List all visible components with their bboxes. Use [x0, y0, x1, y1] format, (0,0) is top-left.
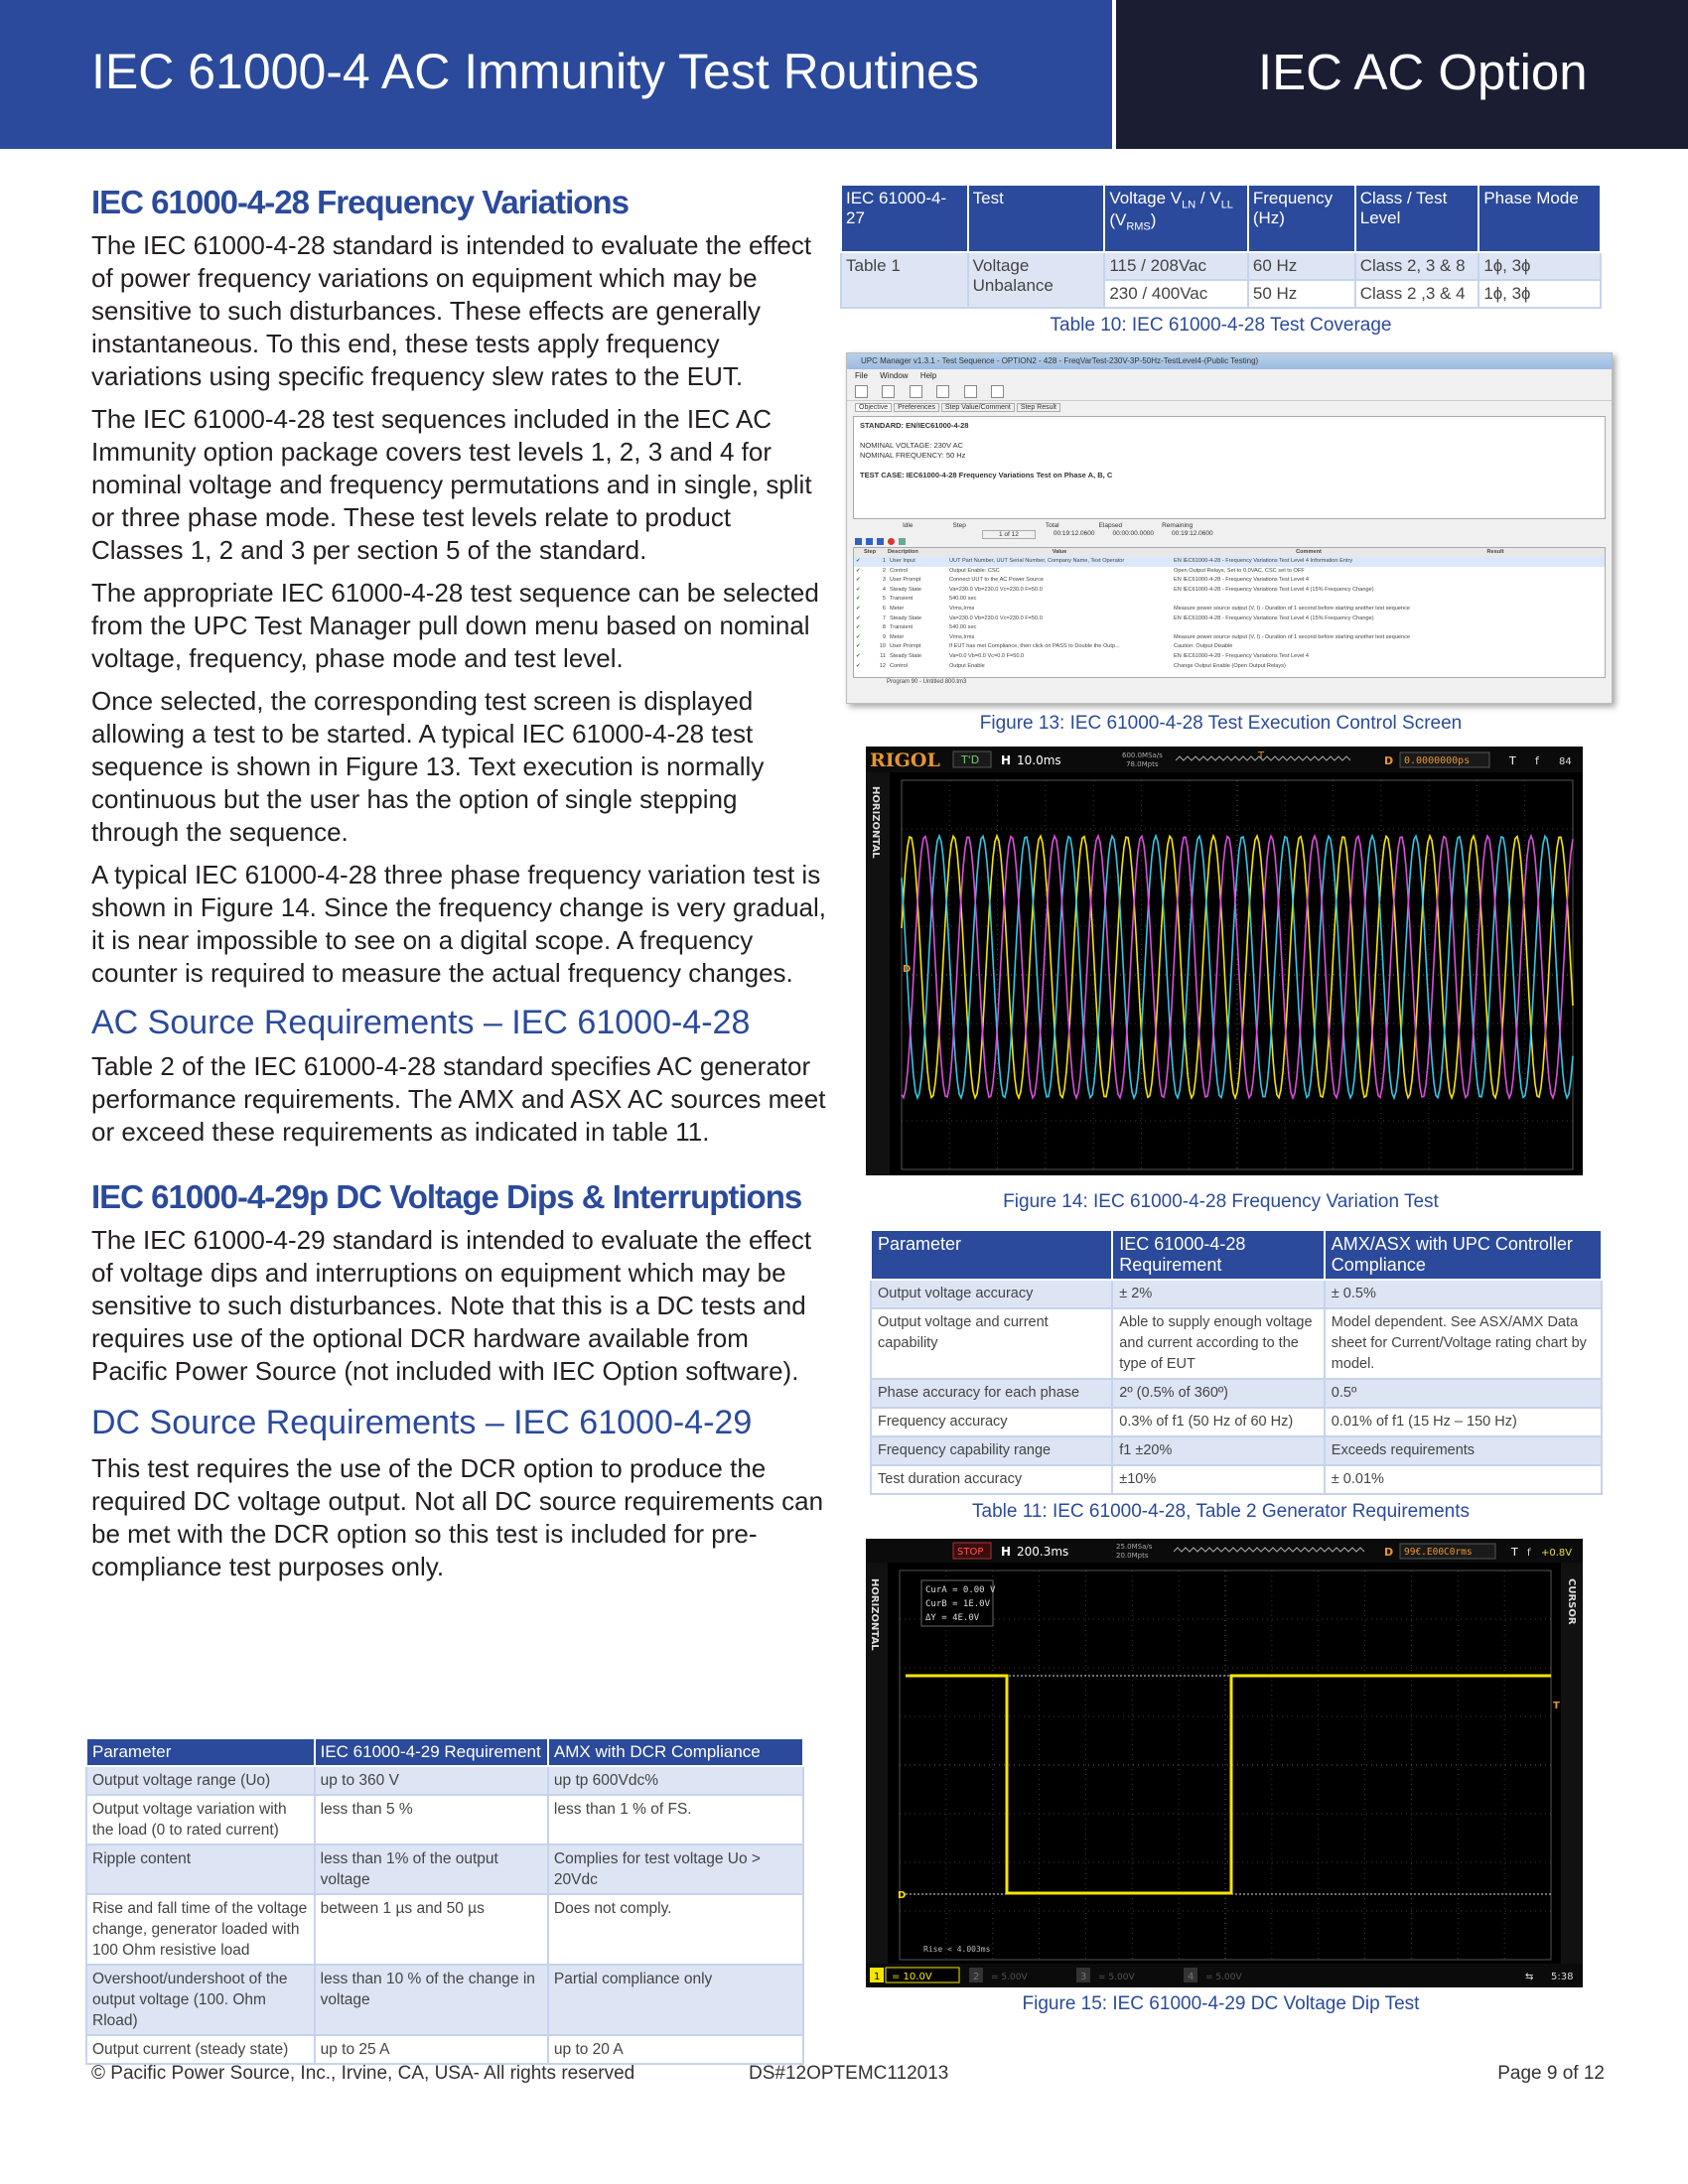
grid-cell: EN IEC61000-4-28 - Frequency Variations Test Level 4: [1174, 652, 1309, 659]
objective-panel: [853, 416, 1606, 519]
footer-doc-number: DS#12OPTEMC112013: [749, 2063, 949, 2084]
table-header-row: [871, 1230, 1602, 1280]
table-10-test-coverage: [840, 184, 1602, 309]
check-icon[interactable]: ✔: [856, 624, 861, 631]
paragraph: Table 2 of the IEC 61000-4-28 standard specifies AC generator performance requirements. The AMX and ASX AC sources meet or exceed these requirements as indicated in table 11.: [91, 1051, 826, 1147]
table-cell: 1ɸ, 3ɸ: [1478, 252, 1601, 280]
table-cell: Able to supply enough voltage and current according to the type of EUT: [1112, 1308, 1325, 1379]
status-value: 00:19:12.0600: [1172, 530, 1213, 537]
ch4-scale[interactable]: = 5.00V: [1205, 1973, 1242, 1982]
grid-cell: Connect UUT to the AC Power Source: [949, 577, 1045, 584]
status-header: Idle: [903, 522, 914, 529]
scope-mode: T'D: [961, 753, 980, 766]
grid-cell: UUT Part Number, UUT Serial Number, Company Name, Test Operator: [949, 558, 1125, 564]
grid-cell: EN IEC61000-4-28 - Frequency Variations Test Level 4 Information Entry: [1174, 558, 1353, 564]
table-cell: Partial compliance only: [548, 1965, 803, 2035]
table-cell: Output voltage accuracy: [871, 1280, 1112, 1308]
grid-row[interactable]: [854, 623, 1605, 633]
toolbar-icon[interactable]: [991, 385, 1004, 398]
scope-sample-rate: 600.0MSa/s: [1122, 751, 1163, 759]
ch2-number: 2: [973, 1972, 980, 1982]
channel-1-trace: [906, 1676, 1551, 1893]
grid-cell: 8: [882, 624, 886, 631]
grid-cell: Caution: Output Disable: [1174, 643, 1233, 650]
ch3-number: 3: [1080, 1972, 1087, 1982]
grid-cell: EN IEC61000-4-28 - Frequency Variations Test Level 4 (15% Frequency Change): [1174, 614, 1374, 621]
header-option: IEC AC Option: [1258, 44, 1588, 100]
cursor-b-readout: CurB = 1E.0V: [925, 1599, 991, 1609]
pause-icon[interactable]: [866, 538, 873, 545]
status-header: Step: [952, 522, 966, 529]
grid-cell: User Input: [890, 558, 915, 564]
scope-time: 5:38: [1551, 1972, 1574, 1982]
check-icon[interactable]: ✔: [856, 558, 861, 564]
table-cell: f1 ±20%: [1112, 1436, 1325, 1465]
table-header-cell: IEC 61000-4-29 Requirement: [315, 1738, 548, 1766]
side-label-horizontal: HORIZONTAL: [869, 1578, 880, 1651]
grid-cell: 3: [882, 577, 886, 584]
check-icon[interactable]: ✔: [856, 596, 861, 603]
grid-cell: EN IEC61000-4-28 - Frequency Variations Test Level 4: [1174, 577, 1309, 584]
table-cell: less than 5 %: [315, 1795, 548, 1844]
stop-icon[interactable]: [888, 538, 895, 545]
grid-cell: 540.00 sec: [949, 596, 977, 603]
table-cell: Output voltage and current capability: [871, 1308, 1112, 1379]
grid-cell: User Prompt: [890, 577, 921, 584]
table-cell: less than 10 % of the change in voltage: [315, 1965, 548, 2035]
dc-requirements-table: [85, 1737, 804, 2065]
table-row: [86, 1894, 803, 1965]
figure-14-caption: Figure 14: IEC 61000-4-28 Frequency Variation Test: [1003, 1191, 1439, 1212]
table-cell: Overshoot/undershoot of the output voltage (100. Ohm Rload): [86, 1965, 315, 2035]
menu-item[interactable]: File: [855, 371, 868, 380]
table-cell: Test duration accuracy: [871, 1465, 1112, 1494]
figure-13-screenshot: [846, 352, 1613, 704]
grid-cell: 5: [882, 596, 886, 603]
cursor-a-readout: CurA = 0.00 V: [925, 1585, 996, 1595]
statusbar-text: Program 90 - Untitled 800.tm3: [887, 679, 967, 685]
grid-cell: 9: [882, 633, 886, 640]
table-row: [841, 252, 1601, 280]
scope-memory: 20.0Mpts: [1116, 1552, 1149, 1560]
table-row: [871, 1280, 1602, 1308]
figure-15-scope: [866, 1539, 1583, 1987]
side-label-horizontal: HORIZONTAL: [870, 786, 881, 859]
table-11-generator-requirements: [870, 1229, 1603, 1495]
grid-cell: Meter: [890, 633, 905, 640]
figure-13-caption: Figure 13: IEC 61000-4-28 Test Execution Control Screen: [979, 713, 1463, 734]
table-row: [86, 1844, 803, 1894]
table-cell: 115 / 208Vac: [1104, 252, 1248, 280]
grid-cell: Measure power source output (V, I) - Duration of 1 second before starting another test sequence: [1174, 633, 1410, 640]
status-value: 1 of 12: [982, 530, 1036, 539]
ch3-scale[interactable]: = 5.00V: [1098, 1973, 1135, 1982]
table-header-cell: IEC 61000-4-27: [841, 185, 968, 252]
table-cell: Rise and fall time of the voltage change, generator loaded with 100 Ohm resistive load: [86, 1894, 315, 1965]
table-cell: Frequency capability range: [871, 1436, 1112, 1465]
grid-header-cell: Value: [1052, 549, 1067, 555]
trigger-type-icon: T: [1511, 1546, 1518, 1559]
trigger-type-icon: T: [1509, 754, 1516, 767]
grid-cell: Transient: [890, 596, 914, 603]
header-title-bar: [0, 0, 1112, 149]
header-sub: LL: [1220, 199, 1233, 211]
grid-cell: EN IEC61000-4-28 - Frequency Variations Test Level 4 (15% Frequency Change): [1174, 586, 1374, 593]
toolbar-icon[interactable]: [882, 385, 895, 398]
grid-cell: If EUT has met Compliance, then click on PASS to Double the Outp...: [949, 643, 1120, 650]
table-row: [871, 1308, 1602, 1379]
status-header: Elapsed: [1098, 522, 1123, 529]
nominal-voltage-line: NOMINAL VOLTAGE: 230V AC: [860, 441, 964, 450]
grid-cell: Va=0.0 Vb=0.0 Vc=0.0 F=50.0: [949, 652, 1025, 659]
table-header-row: [841, 185, 1601, 252]
tab-objective[interactable]: Objective: [855, 403, 892, 412]
grid-header: [854, 548, 1605, 557]
grid-cell: Transient: [890, 624, 914, 631]
grid-row[interactable]: [854, 642, 1605, 652]
section-title-frequency-variations: IEC 61000-4-28 Frequency Variations: [91, 184, 629, 220]
table-cell: Output voltage variation with the load (0 to rated current): [86, 1795, 315, 1844]
table-header-cell: Frequency (Hz): [1248, 185, 1355, 252]
table-cell: 60 Hz: [1248, 252, 1355, 280]
trigger-slope-icon: f: [1527, 1548, 1531, 1559]
ch1-number: 1: [874, 1972, 881, 1982]
delay-label: D: [1384, 1546, 1394, 1559]
ch1-ground-marker: D: [898, 1890, 907, 1901]
table-header-cell: Parameter: [86, 1738, 315, 1766]
scope-display: [866, 1539, 1583, 1987]
grid-cell: 6: [882, 605, 886, 612]
table-cell: 2º (0.5% of 360º): [1112, 1379, 1325, 1408]
grid-cell: Open Output Relays, Set to 0.0VAC, CSC set to OFF: [1174, 567, 1305, 574]
table-row: [871, 1436, 1602, 1465]
section-title-ac-source: AC Source Requirements – IEC 61000-4-28: [91, 1004, 751, 1041]
trigger-position-icon: T: [1258, 751, 1265, 761]
nominal-frequency-line: NOMINAL FREQUENCY: 50 Hz: [860, 451, 966, 460]
table-header-cell: AMX with DCR Compliance: [548, 1738, 803, 1766]
status-header: Total: [1045, 522, 1059, 529]
toolbar-icon[interactable]: [855, 385, 868, 398]
header-option-bar: [1116, 0, 1688, 149]
usb-icon: ⇆: [1525, 1972, 1534, 1982]
step-grid: [853, 547, 1606, 678]
ch1-scale[interactable]: = 10.0V: [892, 1972, 932, 1982]
table-cell: less than 1% of the output voltage: [315, 1844, 548, 1894]
grid-row[interactable]: [854, 605, 1605, 614]
grid-header-cell: Comment: [1296, 549, 1322, 555]
toolbar-icon[interactable]: [964, 385, 977, 398]
grid-cell: Meter: [890, 605, 905, 612]
toolbar-icon[interactable]: [910, 385, 922, 398]
section-title-dc-source: DC Source Requirements – IEC 61000-4-29: [91, 1404, 753, 1441]
toolbar-icon[interactable]: [936, 385, 949, 398]
table-cell: ±10%: [1112, 1465, 1325, 1494]
footer-page-number: Page 9 of 12: [1497, 2063, 1605, 2084]
table-cell: Table 1: [841, 252, 968, 308]
tab-step-value[interactable]: Step Value/Comment: [941, 403, 1015, 412]
grid-cell: Steady State: [890, 586, 922, 593]
grid-cell: Control: [890, 567, 909, 574]
window-titlebar: [847, 353, 1612, 369]
grid-cell: 4: [882, 586, 886, 593]
table-row: [871, 1408, 1602, 1436]
menu-item[interactable]: Help: [919, 371, 937, 380]
header-text: ): [1150, 210, 1157, 230]
table-cell: Output voltage range (Uo): [86, 1766, 315, 1795]
grid-row[interactable]: [854, 614, 1605, 624]
grid-cell: 540.00 sec: [949, 624, 977, 631]
ground-marker: D: [903, 964, 912, 975]
grid-cell: Steady State: [890, 652, 922, 659]
log-icon[interactable]: [899, 538, 906, 545]
scope-brand: RIGOL: [870, 750, 940, 771]
paragraph: Once selected, the corresponding test screen is displayed allowing a test to be started. A typical IEC 61000-4-28 test sequence is shown in Figure 13. Text execution is normally continuous but the user has the option of single stepping through the sequence.: [91, 686, 765, 847]
table-row: [871, 1465, 1602, 1494]
scope-sample-rate: 25.0MSa/s: [1116, 1543, 1153, 1551]
table-cell: ± 2%: [1112, 1280, 1325, 1308]
paragraph: A typical IEC 61000-4-28 three phase frequency variation test is shown in Figure 14. Since the frequency change is very gradual, it is near impossible to see on a digital scope. A frequency counter is required to measure the actual frequency changes.: [91, 860, 826, 988]
grid-row[interactable]: [854, 567, 1605, 577]
grid-row[interactable]: [854, 586, 1605, 596]
scope-trig-delay: 99€.E00C0rms: [1404, 1547, 1473, 1558]
grid-cell: Measure power source output (V, I) - Duration of 1 second before starting another test sequence: [1174, 605, 1410, 612]
status-strip: [853, 521, 1606, 547]
timebase-label: H: [1001, 753, 1012, 767]
figure-15-caption: Figure 15: IEC 61000-4-29 DC Voltage Dip Test: [1022, 1993, 1420, 2014]
figure-14-scope: [866, 747, 1583, 1175]
ch2-scale[interactable]: = 5.00V: [991, 1973, 1028, 1982]
tab-strip: [847, 401, 1612, 414]
grid-cell: Steady State: [890, 614, 922, 621]
grid-cell: 2: [882, 567, 886, 574]
tab-preferences[interactable]: Preferences: [894, 403, 939, 412]
table-cell: Ripple content: [86, 1844, 315, 1894]
grid-cell: Control: [890, 662, 909, 669]
table-cell: between 1 µs and 50 µs: [315, 1894, 548, 1965]
check-icon[interactable]: ✔: [856, 662, 861, 669]
page-header: [0, 0, 1688, 149]
grid-cell: Va=230.0 Vb=230.0 Vc=230.0 F=50.0: [949, 614, 1043, 621]
run-icon[interactable]: [855, 538, 862, 545]
table-cell: Voltage Unbalance: [968, 252, 1105, 308]
grid-cell: 1: [882, 558, 886, 564]
header-text: (V: [1109, 210, 1127, 230]
check-icon[interactable]: ✔: [856, 605, 861, 612]
table-cell: Does not comply.: [548, 1894, 803, 1965]
table-cell: Phase accuracy for each phase: [871, 1379, 1112, 1408]
scope-timebase: 200.3ms: [1017, 1545, 1069, 1559]
test-case-line: TEST CASE: IEC61000-4-28 Frequency Variations Test on Phase A, B, C: [860, 471, 1113, 479]
table-row: [86, 1795, 803, 1844]
status-value: 00:19:12.0600: [1053, 530, 1095, 537]
table-cell: Complies for test voltage Uo > 20Vdc: [548, 1844, 803, 1894]
statusbar: [847, 678, 1612, 685]
table-row: [86, 1766, 803, 1795]
table-header-cell: [1104, 185, 1248, 252]
table-cell: ± 0.01%: [1325, 1465, 1602, 1494]
table-cell: 0.01% of f1 (15 Hz – 150 Hz): [1325, 1408, 1602, 1436]
table-header-cell: IEC 61000-4-28 Requirement: [1112, 1230, 1325, 1280]
menu-item[interactable]: Window: [880, 371, 909, 380]
status-value: 00:00:00.0000: [1112, 530, 1155, 537]
table-cell: up to 20 A: [548, 2035, 803, 2064]
check-icon[interactable]: ✔: [856, 567, 861, 574]
table-cell: ± 0.5%: [1325, 1280, 1602, 1308]
section-title-dc-dips: IEC 61000-4-29p DC Voltage Dips & Interruptions: [91, 1178, 802, 1215]
grid-cell: Vrms,Irms: [949, 605, 975, 612]
table-cell: 1ɸ, 3ɸ: [1478, 280, 1601, 308]
grid-cell: Output Enable: [949, 662, 985, 669]
footer-copyright: © Pacific Power Source, Inc., Irvine, CA, USA- All rights reserved: [91, 2063, 635, 2084]
table-cell: Exceeds requirements: [1325, 1436, 1602, 1465]
run-state: STOP: [957, 1547, 984, 1558]
side-label-cursor: CURSOR: [1566, 1578, 1577, 1625]
window-title: UPC Manager v1.3.1 - Test Sequence - OPTION2 - 428 - FreqVarTest-230V-3P-50Hz-TestLevel4-(Public Testing): [861, 356, 1259, 365]
table-row: [871, 1379, 1602, 1408]
delay-label: D: [1384, 754, 1394, 767]
grid-cell: User Prompt: [890, 643, 921, 650]
rise-measurement: Rise < 4.003ms: [923, 1945, 991, 1954]
cursor-delta-readout: ΔY = 4E.0V: [925, 1613, 980, 1623]
grid-row[interactable]: [854, 633, 1605, 643]
check-icon[interactable]: ✔: [856, 577, 861, 584]
table-cell: 50 Hz: [1248, 280, 1355, 308]
header-sub: RMS: [1126, 220, 1151, 233]
grid-row[interactable]: [854, 557, 1605, 567]
table-cell: Class 2, 3 & 8: [1355, 252, 1479, 280]
scope-display: [866, 747, 1583, 1175]
scope-timebase: 10.0ms: [1017, 753, 1061, 767]
table-cell: up to 360 V: [315, 1766, 548, 1795]
grid-cell: 10: [879, 643, 886, 650]
grid-cell: 12: [879, 662, 886, 669]
table-cell: Model dependent. See ASX/AMX Data sheet for Current/Voltage rating chart by model.: [1325, 1308, 1602, 1379]
check-icon[interactable]: ✔: [856, 614, 861, 621]
standard-line: STANDARD: EN/IEC61000-4-28: [860, 421, 969, 430]
trigger-level-marker: T: [1553, 1701, 1560, 1711]
grid-header-cell: Result: [1486, 549, 1504, 555]
grid-cell: Vrms,Irms: [949, 633, 975, 640]
scope-trig-level: +0.8V: [1541, 1548, 1573, 1559]
grid-row[interactable]: [854, 652, 1605, 662]
scope-trig-delay: 0.0000000ps: [1404, 755, 1471, 766]
table-cell: 0.5º: [1325, 1379, 1602, 1408]
header-sub: LN: [1182, 199, 1196, 211]
table-cell: up tp 600Vdc%: [548, 1766, 803, 1795]
header-title: IEC 61000-4 AC Immunity Test Routines: [91, 44, 979, 99]
paragraph: This test requires the use of the DCR option to produce the required DC voltage output. Not all DC source requirements can be met with the DCR option so this test is included for pre-compliance test purposes only.: [91, 1453, 824, 1581]
scope-trigger-info: 84: [1559, 756, 1572, 767]
grid-cell: 11: [880, 652, 886, 659]
table-cell: 230 / 400Vac: [1104, 280, 1248, 308]
timebase-label: H: [1001, 1545, 1012, 1559]
grid-header-cell: Description: [888, 549, 918, 555]
grid-row[interactable]: [854, 662, 1605, 672]
grid-row[interactable]: [854, 595, 1605, 605]
menu-bar: [847, 369, 1612, 382]
grid-cell: Va=230.0 Vb=230.0 Vc=230.0 F=50.0: [949, 586, 1043, 593]
grid-header-cell: Step: [864, 549, 877, 555]
trigger-slope-icon: f: [1535, 754, 1539, 767]
grid-cell: [1174, 623, 1448, 633]
status-header: Remaining: [1162, 522, 1194, 529]
table-row: [86, 2035, 803, 2064]
check-icon[interactable]: ✔: [856, 586, 861, 593]
grid-cell: 7: [882, 614, 886, 621]
grid-cell: Output Enable: CSC: [949, 567, 1000, 574]
paragraph: The appropriate IEC 61000-4-28 test sequence can be selected from the UPC Test Manager pull down menu based on nominal voltage, frequency, phase mode and test level.: [91, 578, 819, 673]
table-cell: Class 2 ,3 & 4: [1355, 280, 1479, 308]
check-icon[interactable]: ✔: [856, 643, 861, 650]
scope-memory: 78.0Mpts: [1126, 760, 1159, 768]
table-header-cell: AMX/ASX with UPC Controller Compliance: [1325, 1230, 1602, 1280]
table-header-cell: Parameter: [871, 1230, 1112, 1280]
table-header-cell: Phase Mode: [1478, 185, 1601, 252]
table-10-caption: Table 10: IEC 61000-4-28 Test Coverage: [1050, 315, 1392, 336]
check-icon[interactable]: ✔: [856, 633, 861, 640]
paragraph: The IEC 61000-4-28 standard is intended to evaluate the effect of power frequency variations on equipment which may be sensitive to such disturbances. These effects are generally instantaneous. To this end, these tests apply frequency variations using specific frequency slew rates to the EUT.: [91, 230, 812, 391]
toolbar: [847, 382, 1612, 401]
table-11-caption: Table 11: IEC 61000-4-28, Table 2 Generator Requirements: [972, 1501, 1470, 1522]
grid-cell: Change Output Enable (Open Output Relays): [1174, 662, 1286, 669]
table-row: [86, 1965, 803, 2035]
table-header-cell: Test: [968, 185, 1105, 252]
left-column: [91, 179, 826, 1583]
check-icon[interactable]: ✔: [856, 652, 861, 659]
tab-step-result[interactable]: Step Result: [1017, 403, 1060, 412]
table-cell: Frequency accuracy: [871, 1408, 1112, 1436]
grid-cell: [1174, 595, 1448, 605]
header-text: / V: [1196, 189, 1221, 207]
table-cell: up to 25 A: [315, 2035, 548, 2064]
table-header-cell: Class / Test Level: [1355, 185, 1479, 252]
table-cell: Output current (steady state): [86, 2035, 315, 2064]
ch4-number: 4: [1188, 1972, 1195, 1982]
table-cell: less than 1 % of FS.: [548, 1795, 803, 1844]
grid-row[interactable]: [854, 576, 1605, 586]
step-icon[interactable]: [877, 538, 884, 545]
paragraph: The IEC 61000-4-29 standard is intended to evaluate the effect of voltage dips and interruptions on equipment which may be sensitive to such disturbances. Note that this is a DC tests and requires use of the optional DCR hardware available from Pacific Power Source (not included with IEC Option software).: [91, 1225, 812, 1386]
paragraph: The IEC 61000-4-28 test sequences included in the IEC AC Immunity option package covers test levels 1, 2, 3 and 4 for nominal voltage and frequency permutations and in single, split or three phase mode. These test levels relate to product Classes 1, 2 and 3 per section 5 of the standard.: [91, 404, 812, 565]
header-text: Voltage V: [1109, 189, 1183, 207]
table-header-row: [86, 1738, 803, 1766]
table-cell: 0.3% of f1 (50 Hz of 60 Hz): [1112, 1408, 1325, 1436]
